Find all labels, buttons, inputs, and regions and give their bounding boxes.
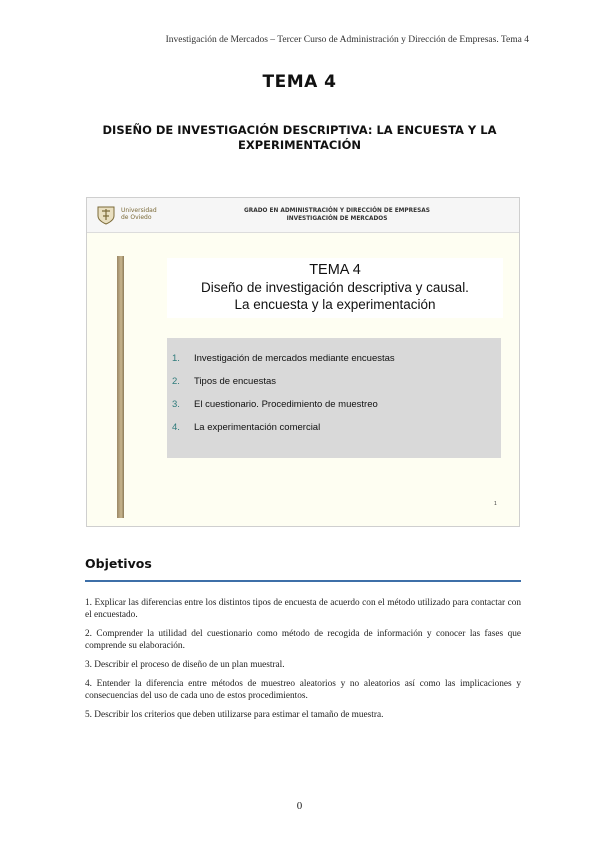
subtitle-line-2: EXPERIMENTACIÓN <box>237 138 362 152</box>
slide-decorative-bar <box>117 256 124 518</box>
topic-number: 4. <box>172 422 180 433</box>
topic-text: La experimentación comercial <box>194 422 321 433</box>
slide-topic-item <box>172 422 320 433</box>
slide-topic-item <box>172 353 395 364</box>
slide-page-number: 1 <box>494 501 497 507</box>
slide-header <box>87 198 519 233</box>
page-title: TEMA 4 <box>262 72 337 92</box>
slide-image <box>86 197 520 527</box>
objectives-heading: Objetivos <box>85 556 152 571</box>
university-crest-icon <box>95 204 117 226</box>
slide-topic-list <box>167 338 501 458</box>
objective-item: 3. Describir el proceso de diseño de un plan muestral. <box>85 660 285 670</box>
subtitle-line-1: DISEÑO DE INVESTIGACIÓN DESCRIPTIVA: LA ENCUESTA Y LA <box>102 123 497 137</box>
objective-item: 4. Entender la diferencia entre métodos de muestreo aleatorios y no aleatorios así como las implicaciones y consecuencias del uso de cada uno de estos procedimientos. <box>85 679 521 701</box>
section-divider <box>85 580 521 582</box>
topic-number: 1. <box>172 353 180 364</box>
running-header: Investigación de Mercados – Tercer Curso de Administración y Dirección de Empresas. Tema 4 <box>165 35 529 45</box>
university-name-line-2: de Oviedo <box>121 214 152 221</box>
slide-header-line-2: INVESTIGACIÓN DE MERCADOS <box>286 216 388 222</box>
objective-item: 1. Explicar las diferencias entre los distintos tipos de encuesta de acuerdo con el método utilizado para contactar con el encuestado. <box>85 598 521 620</box>
slide-title-line-1: TEMA 4 <box>309 262 361 278</box>
topic-number: 2. <box>172 376 180 387</box>
university-logo <box>95 204 163 226</box>
objective-item: 2. Comprender la utilidad del cuestionario como método de recogida de información y conocer las fases que comprende su elaboración. <box>85 629 521 651</box>
slide-title-box <box>167 258 503 318</box>
slide-title-line-3: La encuesta y la experimentación <box>234 297 436 312</box>
topic-text: Investigación de mercados mediante encuestas <box>194 353 395 364</box>
page-number: 0 <box>296 800 303 812</box>
slide-header-text <box>187 207 487 223</box>
objective-item: 5. Describir los criterios que deben utilizarse para estimar el tamaño de muestra. <box>85 710 384 720</box>
slide-topic-item <box>172 399 378 410</box>
university-name <box>121 207 157 221</box>
slide-header-line-1: GRADO EN ADMINISTRACIÓN Y DIRECCIÓN DE EMPRESAS <box>244 208 430 214</box>
slide-topic-item <box>172 376 276 387</box>
topic-text: El cuestionario. Procedimiento de muestreo <box>194 399 378 410</box>
chapter-subtitle <box>80 123 519 153</box>
university-name-line-1: Universidad <box>121 207 157 214</box>
slide-title-line-2: Diseño de investigación descriptiva y causal. <box>201 280 469 295</box>
topic-number: 3. <box>172 399 180 410</box>
topic-text: Tipos de encuestas <box>194 376 277 387</box>
